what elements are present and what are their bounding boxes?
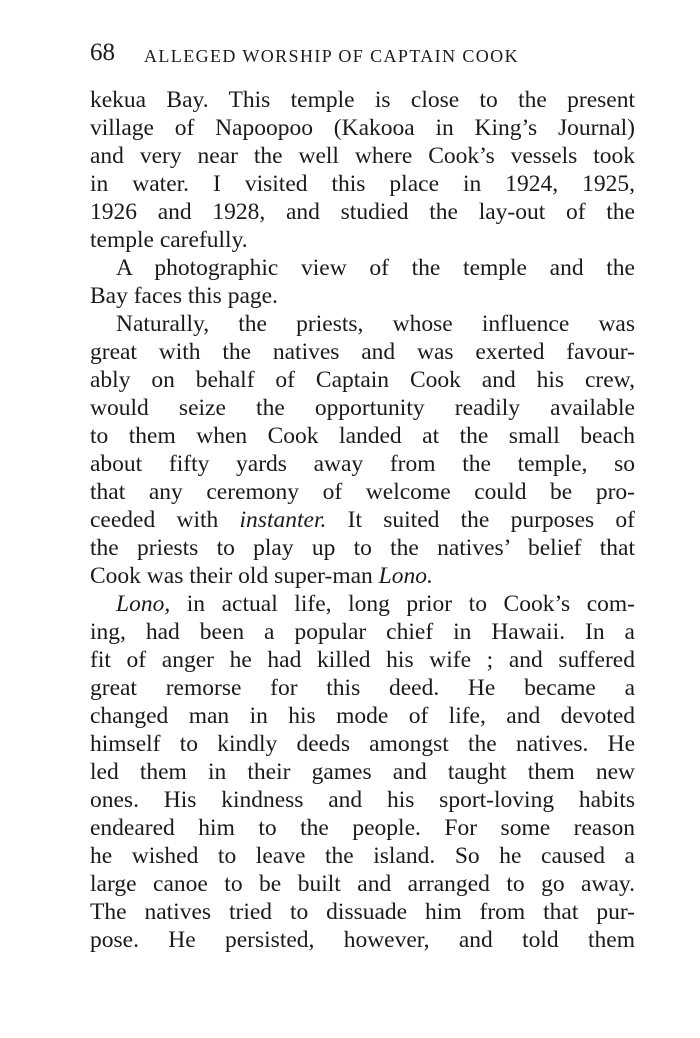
text-line bbox=[90, 506, 635, 534]
text-line: would seize the opportunity readily available bbox=[90, 395, 635, 421]
text-line: ably on behalf of Captain Cook and his crew, bbox=[90, 367, 635, 393]
text-line: to them when Cook landed at the small beach bbox=[90, 423, 635, 449]
page-number: 68 bbox=[90, 39, 115, 66]
text-line: village of Napoopoo (Kakooa in King’s Journal) bbox=[90, 115, 635, 141]
italic-word: Lono, bbox=[116, 591, 171, 617]
text-line: pose. He persisted, however, and told them bbox=[90, 927, 635, 953]
text-segment: ceeded with bbox=[90, 507, 240, 533]
italic-word: Lono. bbox=[378, 563, 433, 589]
text-line bbox=[90, 562, 635, 590]
text-line: The natives tried to dissuade him from that pur- bbox=[90, 899, 635, 925]
text-line: Bay faces this page. bbox=[90, 283, 278, 309]
running-title: ALLEGED WORSHIP OF CAPTAIN COOK bbox=[144, 46, 519, 66]
text-segment: Cook was their old super-man bbox=[90, 563, 379, 589]
text-line: endeared him to the people. For some reason bbox=[90, 815, 635, 841]
text-line: large canoe to be built and arranged to go away. bbox=[90, 871, 635, 897]
text-segment: It suited the purposes of bbox=[326, 507, 635, 533]
text-segment: in actual life, long prior to Cook’s com- bbox=[170, 591, 635, 617]
text-line: that any ceremony of welcome could be pro- bbox=[90, 479, 635, 505]
text-line: himself to kindly deeds amongst the natives. He bbox=[90, 731, 635, 757]
text-line: great remorse for this deed. He became a bbox=[90, 675, 635, 701]
italic-word: instanter. bbox=[239, 507, 327, 533]
text-line: 1926 and 1928, and studied the lay-out of the bbox=[90, 199, 635, 225]
text-line: temple carefully. bbox=[90, 227, 248, 253]
text-line: ones. His kindness and his sport-loving habits bbox=[90, 787, 635, 813]
text-line: ing, had been a popular chief in Hawaii. In a bbox=[90, 619, 635, 645]
text-line bbox=[90, 590, 635, 618]
running-head bbox=[90, 36, 635, 70]
text-line: fit of anger he had killed his wife ; and suffered bbox=[90, 647, 635, 673]
body-text bbox=[90, 86, 635, 954]
text-line: about fifty yards away from the temple, so bbox=[90, 451, 635, 477]
text-line: the priests to play up to the natives’ belief that bbox=[90, 535, 635, 561]
text-line: Naturally, the priests, whose influence was bbox=[116, 311, 635, 337]
text-line: kekua Bay. This temple is close to the present bbox=[90, 87, 635, 113]
text-line: A photographic view of the temple and the bbox=[116, 255, 635, 281]
text-line: led them in their games and taught them new bbox=[90, 759, 635, 785]
text-line: and very near the well where Cook’s vessels took bbox=[90, 143, 635, 169]
text-line: in water. I visited this place in 1924, 1925, bbox=[90, 171, 635, 197]
text-line: great with the natives and was exerted favour- bbox=[90, 339, 635, 365]
text-line: he wished to leave the island. So he caused a bbox=[90, 843, 635, 869]
text-line: changed man in his mode of life, and devoted bbox=[90, 703, 635, 729]
